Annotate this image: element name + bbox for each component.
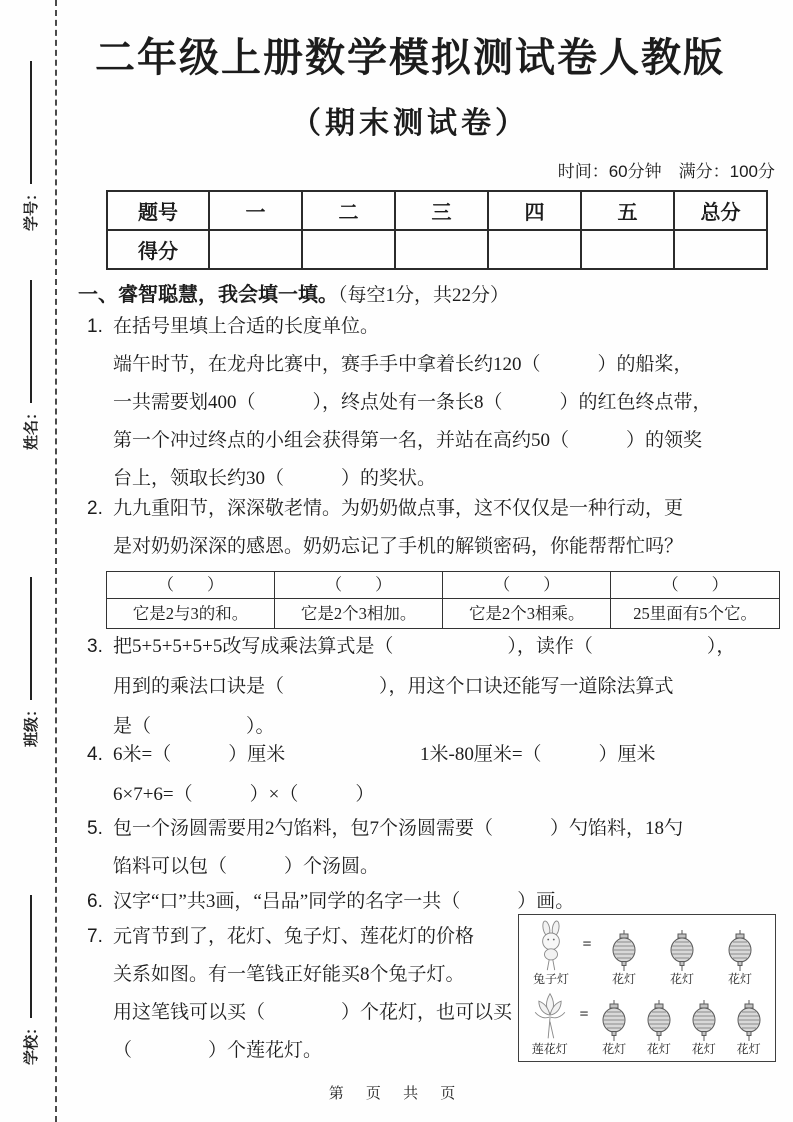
margin-field-school — [17, 895, 43, 1065]
question-line: 用到的乘法口诀是（ ），用这个口诀还能写一道除法算式 — [113, 676, 674, 697]
question-line: 台上，领取长约30（ ）的奖状。 — [113, 468, 437, 489]
equals-sign: = — [582, 936, 592, 953]
question-number: 7. — [87, 926, 103, 947]
rabbit-lantern-image — [534, 920, 568, 972]
question-line: 关系如图。有一笔钱正好能买8个兔子灯。 — [113, 964, 465, 985]
flower-lantern-label: 花灯 — [736, 1042, 761, 1056]
page-footer: 第 页 共 页 — [328, 1085, 465, 1102]
question-line: 第一个冲过终点的小组会获得第一名，并站在高约50（ ）的领奖 — [113, 430, 703, 451]
clue-text-cell: 它是2个3相加。 — [275, 599, 443, 629]
question-line: 九九重阳节，深深敬老情。为奶奶做点事，这不仅仅是一种行动，更 — [113, 498, 684, 519]
score-table-score-row — [107, 230, 767, 269]
score-table-empty-cell — [395, 230, 488, 269]
time-score-info: 时间：60分钟 满分：100分 — [557, 162, 775, 181]
question-line: 是（ ）。 — [113, 716, 275, 737]
score-table-empty-cell — [581, 230, 674, 269]
question-number: 1. — [87, 316, 103, 337]
question-line: 在括号里填上合适的长度单位。 — [113, 316, 380, 337]
question-4 — [87, 735, 780, 815]
equals-sign: = — [579, 1006, 589, 1023]
score-table-cell: 总分 — [674, 191, 767, 230]
score-table-cell: 三 — [395, 191, 488, 230]
clue-blank-cell: （ ） — [611, 572, 780, 599]
question-2 — [87, 490, 780, 629]
question-line: 汉字“口”共3画，“吕品”同学的名字一共（ ）画。 — [113, 891, 575, 912]
score-table-empty-cell — [209, 230, 302, 269]
question-number: 3. — [87, 636, 103, 657]
margin-field-student-id — [17, 61, 43, 231]
section-heading-text: 一、睿智聪慧，我会填一填。 — [78, 284, 338, 306]
question-5 — [87, 810, 780, 886]
score-table-cell: 四 — [488, 191, 581, 230]
question-line: 端午时节，在龙舟比赛中，赛手手中拿着长约120（ ）的船桨， — [113, 354, 693, 375]
flower-lantern-cell — [726, 1000, 771, 1056]
question-line: 元宵节到了，花灯、兔子灯、莲花灯的价格 — [113, 926, 475, 947]
password-clue-table — [106, 571, 780, 629]
flower-lantern-image — [736, 1000, 762, 1042]
question-3 — [87, 627, 780, 747]
question-7 — [87, 918, 780, 1070]
flower-lantern-cell — [592, 1000, 637, 1056]
flower-lantern-image — [601, 1000, 627, 1042]
rabbit-lantern-cell — [523, 920, 579, 986]
question-line: 6×7+6=（ ）×（ ） — [113, 784, 375, 805]
flower-lantern-cell — [681, 1000, 726, 1056]
student-id-label: 学号： — [22, 185, 40, 231]
question-number: 6. — [87, 891, 103, 912]
class-blank-line — [29, 577, 32, 700]
question-line: 把5+5+5+5+5改写成乘法算式是（ ），读作（ ）， — [113, 636, 736, 657]
score-table-cell: 题号 — [107, 191, 209, 230]
lotus-lantern-image — [531, 990, 569, 1042]
flower-lantern-label: 花灯 — [602, 1042, 627, 1056]
score-table-empty-cell — [302, 230, 395, 269]
question-line: 是对奶奶深深的感恩。奶奶忘记了手机的解锁密码，你能帮帮忙吗？ — [113, 536, 684, 557]
clue-text-cell: 它是2个3相乘。 — [443, 599, 611, 629]
question-line: 用这笔钱可以买（ ）个花灯，也可以买 — [113, 1002, 513, 1023]
question-line: （ ）个莲花灯。 — [113, 1040, 323, 1061]
section-1-heading — [78, 278, 509, 307]
question-line: 包一个汤圆需要用2勺馅料，包7个汤圆需要（ ）勺馅料，18勺 — [113, 818, 684, 839]
question-number: 5. — [87, 818, 103, 839]
score-table-header-row — [107, 191, 767, 230]
score-table-cell: 一 — [209, 191, 302, 230]
score-table-empty-cell — [674, 230, 767, 269]
clue-text-cell: 25里面有5个它。 — [611, 599, 780, 629]
score-table-cell: 二 — [302, 191, 395, 230]
conversion-right: 1米-80厘米=（ ）厘米 — [420, 744, 656, 765]
conversion-left: 6米=（ ）厘米 — [113, 744, 286, 765]
clue-table-clue-row — [107, 599, 780, 629]
lotus-lantern-cell — [523, 990, 576, 1056]
flower-lantern-label: 花灯 — [646, 1042, 671, 1056]
clue-blank-cell: （ ） — [107, 572, 275, 599]
score-table-cell: 得分 — [107, 230, 209, 269]
clue-blank-cell: （ ） — [443, 572, 611, 599]
flower-lantern-image — [646, 1000, 672, 1042]
name-blank-line — [29, 280, 32, 403]
score-table-cell: 五 — [581, 191, 674, 230]
question-number: 4. — [87, 744, 103, 765]
question-line — [113, 735, 780, 775]
name-label: 姓名： — [22, 404, 40, 450]
flower-lantern-image — [691, 1000, 717, 1042]
lotus-lantern-label: 莲花灯 — [531, 1042, 568, 1056]
rabbit-lantern-label: 兔子灯 — [532, 972, 569, 986]
question-1 — [87, 308, 780, 498]
flower-lantern-cell — [595, 930, 653, 986]
question-line: 馅料可以包（ ）个汤圆。 — [113, 856, 380, 877]
clue-text-cell: 它是2与3的和。 — [107, 599, 275, 629]
flower-lantern-cell — [637, 1000, 682, 1056]
flower-lantern-label: 花灯 — [727, 972, 752, 986]
class-label: 班级： — [22, 701, 40, 747]
flower-lantern-label: 花灯 — [669, 972, 694, 986]
flower-lantern-label: 花灯 — [611, 972, 636, 986]
rabbit-lantern-row — [523, 920, 771, 986]
margin-field-name — [17, 280, 43, 450]
paper-title: 二年级上册数学模拟测试卷人教版 — [95, 36, 725, 80]
fold-dashed-line — [55, 0, 57, 1122]
lotus-lantern-row — [523, 990, 771, 1056]
margin-field-class — [17, 577, 43, 747]
flower-lantern-image — [727, 930, 753, 972]
school-label: 学校： — [22, 1019, 40, 1065]
score-table-empty-cell — [488, 230, 581, 269]
flower-lantern-image — [611, 930, 637, 972]
lantern-price-figure — [518, 914, 776, 1062]
paper-subtitle: （期末测试卷） — [291, 107, 529, 140]
clue-table-blank-row — [107, 572, 780, 599]
clue-blank-cell: （ ） — [275, 572, 443, 599]
flower-lantern-image — [669, 930, 695, 972]
question-number: 2. — [87, 498, 103, 519]
section-heading-note: （每空1分，共22分） — [338, 285, 510, 306]
school-blank-line — [29, 895, 32, 1018]
flower-lantern-cell — [653, 930, 711, 986]
question-line: 一共需要划400（ ），终点处有一条长8（ ）的红色终点带， — [113, 392, 712, 413]
student-id-blank-line — [29, 61, 32, 184]
flower-lantern-label: 花灯 — [691, 1042, 716, 1056]
flower-lantern-cell — [711, 930, 769, 986]
score-table — [106, 190, 768, 270]
